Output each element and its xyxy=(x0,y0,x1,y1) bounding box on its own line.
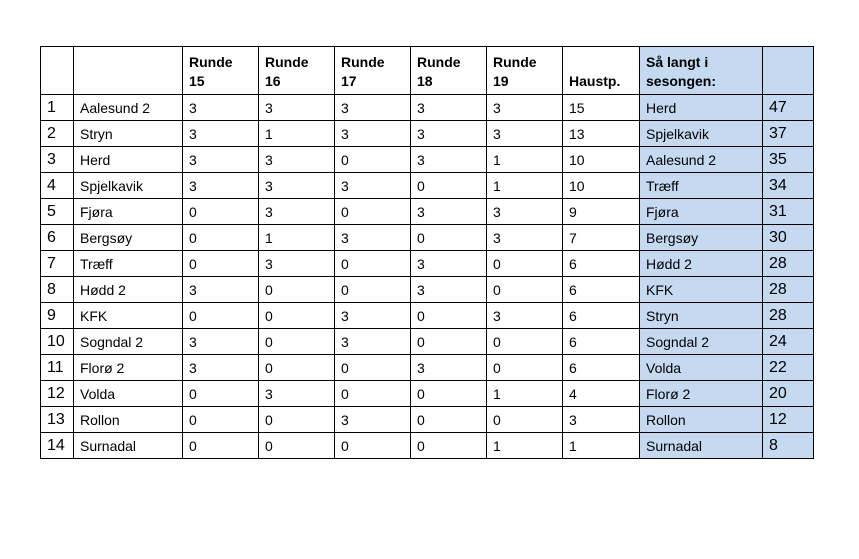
round-19-cell: 0 xyxy=(487,407,563,433)
round-16-cell: 0 xyxy=(259,433,335,459)
round-18-cell: 3 xyxy=(411,277,487,303)
header-round-15: Runde 15 xyxy=(183,47,259,95)
round-15-cell: 3 xyxy=(183,329,259,355)
rank-cell: 10 xyxy=(41,329,74,355)
round-16-cell: 3 xyxy=(259,147,335,173)
table-row xyxy=(41,277,814,303)
season-points-cell: 35 xyxy=(763,147,814,173)
season-team-cell: Træff xyxy=(640,173,763,199)
round-16-cell: 0 xyxy=(259,355,335,381)
round-15-cell: 3 xyxy=(183,173,259,199)
round-18-cell: 0 xyxy=(411,433,487,459)
round-17-cell: 0 xyxy=(335,433,411,459)
haust-points-cell: 6 xyxy=(563,303,640,329)
round-17-cell: 3 xyxy=(335,303,411,329)
round-17-cell: 3 xyxy=(335,407,411,433)
round-16-cell: 3 xyxy=(259,173,335,199)
table-row xyxy=(41,95,814,121)
haust-points-cell: 4 xyxy=(563,381,640,407)
team-cell: Træff xyxy=(74,251,183,277)
round-16-cell: 0 xyxy=(259,329,335,355)
round-16-cell: 3 xyxy=(259,251,335,277)
round-19-cell: 3 xyxy=(487,121,563,147)
haust-points-cell: 9 xyxy=(563,199,640,225)
haust-points-cell: 6 xyxy=(563,355,640,381)
header-round-19: Runde 19 xyxy=(487,47,563,95)
team-cell: Surnadal xyxy=(74,433,183,459)
round-15-cell: 0 xyxy=(183,251,259,277)
round-16-cell: 1 xyxy=(259,225,335,251)
round-19-cell: 0 xyxy=(487,251,563,277)
season-points-cell: 28 xyxy=(763,251,814,277)
season-team-cell: KFK xyxy=(640,277,763,303)
season-points-cell: 34 xyxy=(763,173,814,199)
season-team-cell: Stryn xyxy=(640,303,763,329)
round-15-cell: 0 xyxy=(183,303,259,329)
round-16-cell: 0 xyxy=(259,277,335,303)
team-cell: Florø 2 xyxy=(74,355,183,381)
round-15-cell: 0 xyxy=(183,433,259,459)
team-cell: Hødd 2 xyxy=(74,277,183,303)
season-team-cell: Bergsøy xyxy=(640,225,763,251)
round-19-cell: 0 xyxy=(487,277,563,303)
table-row xyxy=(41,147,814,173)
season-points-cell: 31 xyxy=(763,199,814,225)
round-16-cell: 1 xyxy=(259,121,335,147)
season-team-cell: Rollon xyxy=(640,407,763,433)
round-18-cell: 3 xyxy=(411,121,487,147)
rank-cell: 12 xyxy=(41,381,74,407)
header-round-16: Runde 16 xyxy=(259,47,335,95)
season-team-cell: Surnadal xyxy=(640,433,763,459)
round-17-cell: 0 xyxy=(335,355,411,381)
table-row xyxy=(41,173,814,199)
header-season-points xyxy=(763,47,814,95)
rank-cell: 11 xyxy=(41,355,74,381)
haust-points-cell: 15 xyxy=(563,95,640,121)
table-row xyxy=(41,329,814,355)
season-points-cell: 28 xyxy=(763,277,814,303)
rank-cell: 8 xyxy=(41,277,74,303)
header-row xyxy=(41,47,814,95)
season-points-cell: 28 xyxy=(763,303,814,329)
season-team-cell: Spjelkavik xyxy=(640,121,763,147)
header-round-18: Runde 18 xyxy=(411,47,487,95)
rank-cell: 14 xyxy=(41,433,74,459)
round-18-cell: 3 xyxy=(411,251,487,277)
round-16-cell: 3 xyxy=(259,381,335,407)
haust-points-cell: 3 xyxy=(563,407,640,433)
haust-points-cell: 10 xyxy=(563,173,640,199)
season-team-cell: Herd xyxy=(640,95,763,121)
round-17-cell: 0 xyxy=(335,251,411,277)
team-cell: Stryn xyxy=(74,121,183,147)
round-15-cell: 3 xyxy=(183,277,259,303)
season-points-cell: 12 xyxy=(763,407,814,433)
season-points-cell: 20 xyxy=(763,381,814,407)
rank-cell: 1 xyxy=(41,95,74,121)
round-15-cell: 3 xyxy=(183,121,259,147)
rank-cell: 3 xyxy=(41,147,74,173)
round-19-cell: 3 xyxy=(487,199,563,225)
rank-cell: 2 xyxy=(41,121,74,147)
table-row xyxy=(41,121,814,147)
table-row xyxy=(41,251,814,277)
table-body xyxy=(41,95,814,459)
round-17-cell: 0 xyxy=(335,199,411,225)
round-16-cell: 3 xyxy=(259,95,335,121)
round-16-cell: 3 xyxy=(259,199,335,225)
season-team-cell: Aalesund 2 xyxy=(640,147,763,173)
round-19-cell: 0 xyxy=(487,355,563,381)
round-17-cell: 3 xyxy=(335,173,411,199)
season-team-cell: Sogndal 2 xyxy=(640,329,763,355)
round-19-cell: 1 xyxy=(487,147,563,173)
haust-points-cell: 1 xyxy=(563,433,640,459)
round-16-cell: 0 xyxy=(259,407,335,433)
round-15-cell: 3 xyxy=(183,95,259,121)
round-19-cell: 0 xyxy=(487,329,563,355)
round-17-cell: 3 xyxy=(335,225,411,251)
round-19-cell: 1 xyxy=(487,433,563,459)
round-18-cell: 0 xyxy=(411,407,487,433)
round-17-cell: 3 xyxy=(335,121,411,147)
team-cell: Herd xyxy=(74,147,183,173)
team-cell: Spjelkavik xyxy=(74,173,183,199)
round-18-cell: 0 xyxy=(411,225,487,251)
season-team-cell: Hødd 2 xyxy=(640,251,763,277)
team-cell: Aalesund 2 xyxy=(74,95,183,121)
team-cell: Bergsøy xyxy=(74,225,183,251)
round-17-cell: 3 xyxy=(335,329,411,355)
table-row xyxy=(41,407,814,433)
season-points-cell: 22 xyxy=(763,355,814,381)
season-team-cell: Florø 2 xyxy=(640,381,763,407)
round-18-cell: 0 xyxy=(411,303,487,329)
team-cell: Fjøra xyxy=(74,199,183,225)
season-points-cell: 47 xyxy=(763,95,814,121)
header-season-title: Så langt i sesongen: xyxy=(640,47,763,95)
team-cell: Sogndal 2 xyxy=(74,329,183,355)
table-row xyxy=(41,225,814,251)
round-15-cell: 0 xyxy=(183,407,259,433)
table-row xyxy=(41,433,814,459)
rank-cell: 5 xyxy=(41,199,74,225)
season-points-cell: 30 xyxy=(763,225,814,251)
round-19-cell: 1 xyxy=(487,381,563,407)
team-cell: Rollon xyxy=(74,407,183,433)
season-points-cell: 8 xyxy=(763,433,814,459)
haust-points-cell: 10 xyxy=(563,147,640,173)
round-18-cell: 0 xyxy=(411,329,487,355)
round-18-cell: 0 xyxy=(411,173,487,199)
round-18-cell: 0 xyxy=(411,381,487,407)
rank-cell: 7 xyxy=(41,251,74,277)
team-cell: Volda xyxy=(74,381,183,407)
header-haust: Haustp. xyxy=(563,47,640,95)
season-team-cell: Fjøra xyxy=(640,199,763,225)
table-row xyxy=(41,199,814,225)
season-points-cell: 24 xyxy=(763,329,814,355)
round-15-cell: 0 xyxy=(183,225,259,251)
rank-cell: 4 xyxy=(41,173,74,199)
haust-points-cell: 7 xyxy=(563,225,640,251)
round-19-cell: 3 xyxy=(487,303,563,329)
round-19-cell: 1 xyxy=(487,173,563,199)
round-17-cell: 0 xyxy=(335,147,411,173)
round-15-cell: 0 xyxy=(183,199,259,225)
round-16-cell: 0 xyxy=(259,303,335,329)
round-17-cell: 3 xyxy=(335,95,411,121)
round-17-cell: 0 xyxy=(335,381,411,407)
round-15-cell: 3 xyxy=(183,355,259,381)
header-rank xyxy=(41,47,74,95)
round-18-cell: 3 xyxy=(411,95,487,121)
rank-cell: 13 xyxy=(41,407,74,433)
round-18-cell: 3 xyxy=(411,147,487,173)
standings-table xyxy=(40,46,814,459)
table-row xyxy=(41,355,814,381)
haust-points-cell: 6 xyxy=(563,277,640,303)
round-19-cell: 3 xyxy=(487,225,563,251)
header-team xyxy=(74,47,183,95)
round-19-cell: 3 xyxy=(487,95,563,121)
table-row xyxy=(41,303,814,329)
team-cell: KFK xyxy=(74,303,183,329)
round-17-cell: 0 xyxy=(335,277,411,303)
season-team-cell: Volda xyxy=(640,355,763,381)
round-18-cell: 3 xyxy=(411,355,487,381)
round-18-cell: 3 xyxy=(411,199,487,225)
haust-points-cell: 6 xyxy=(563,251,640,277)
table-row xyxy=(41,381,814,407)
round-15-cell: 3 xyxy=(183,147,259,173)
rank-cell: 9 xyxy=(41,303,74,329)
rank-cell: 6 xyxy=(41,225,74,251)
haust-points-cell: 13 xyxy=(563,121,640,147)
haust-points-cell: 6 xyxy=(563,329,640,355)
round-15-cell: 0 xyxy=(183,381,259,407)
header-round-17: Runde 17 xyxy=(335,47,411,95)
season-points-cell: 37 xyxy=(763,121,814,147)
